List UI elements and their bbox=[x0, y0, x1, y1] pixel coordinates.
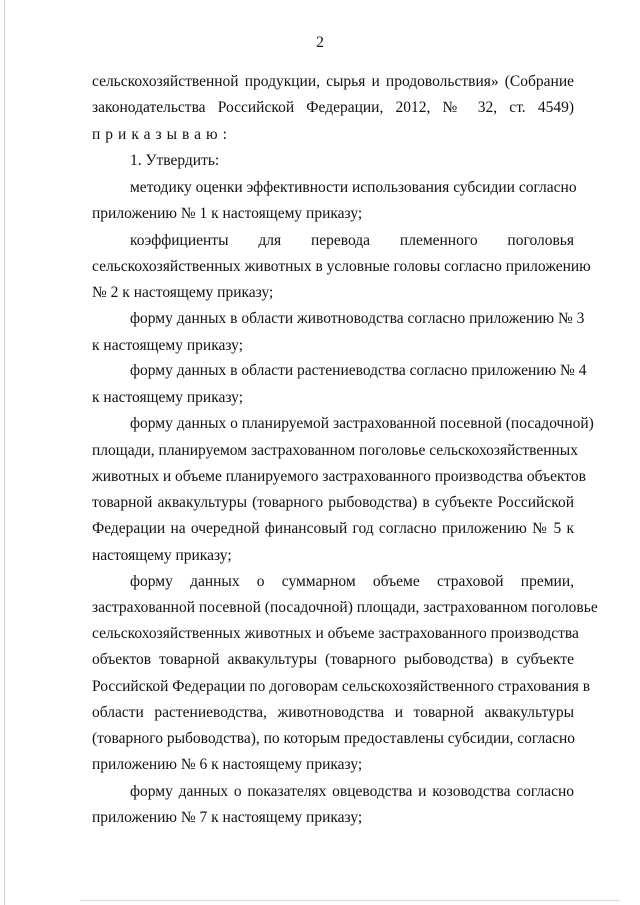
scan-left-edge bbox=[4, 0, 5, 905]
text-line: сельскохозяйственной продукции, сырья и продовольствия» (Собрание bbox=[92, 73, 574, 90]
text-line: животных и объеме планируемого застрахованного производства объектов bbox=[92, 468, 586, 485]
text-line: (товарного рыбоводства), по которым предоставлены субсидии, согласно bbox=[92, 730, 576, 747]
text-line: к настоящему приказу; bbox=[92, 389, 244, 406]
text-line: Федерации на очередной финансовый год согласно приложению № 5 к bbox=[92, 520, 574, 537]
text-line: площади, планируемом застрахованном поголовье сельскохозяйственных bbox=[92, 442, 578, 459]
text-line-prikazyvayu: приказываю: bbox=[92, 126, 232, 143]
text-line: форму данных о суммарном объеме страховой премии, bbox=[130, 573, 574, 590]
text-line: форму данных в области животноводства согласно приложению № 3 bbox=[130, 310, 585, 327]
page-number: 2 bbox=[316, 34, 324, 51]
text-line: форму данных о планируемой застрахованной посевной (посадочной) bbox=[130, 415, 594, 432]
text-line: объектов товарной аквакультуры (товарного рыбоводства) в субъекте bbox=[92, 651, 574, 668]
text-line: коэффициенты для перевода племенного поголовья bbox=[130, 232, 574, 249]
text-line: форму данных о показателях овцеводства и козоводства согласно bbox=[130, 783, 574, 800]
text-line: сельскохозяйственных животных и объеме застрахованного производства bbox=[92, 625, 579, 642]
text-line: приложению № 6 к настоящему приказу; bbox=[92, 756, 363, 773]
text-line: приложению № 1 к настоящему приказу; bbox=[92, 205, 363, 222]
text-line: настоящему приказу; bbox=[92, 547, 232, 564]
text-line: сельскохозяйственных животных в условные головы согласно приложению bbox=[92, 258, 591, 275]
text-line: к настоящему приказу; bbox=[92, 337, 244, 354]
text-line: товарной аквакультуры (товарного рыбоводства) в субъекте Российской bbox=[92, 494, 574, 511]
text-line: области растениеводства, животноводства и товарной аквакультуры bbox=[92, 704, 574, 721]
text-line: 1. Утвердить: bbox=[130, 152, 220, 169]
scan-bottom-edge bbox=[80, 900, 620, 901]
text-line: законодательства Российской Федерации, 2012, № 32, ст. 4549) bbox=[92, 99, 574, 116]
text-line: № 2 к настоящему приказу; bbox=[92, 284, 274, 301]
text-line: Российской Федерации по договорам сельскохозяйственного страхования в bbox=[92, 678, 591, 695]
text-line: методику оценки эффективности использования субсидии согласно bbox=[130, 179, 577, 196]
text-line: форму данных в области растениеводства согласно приложению № 4 bbox=[130, 362, 587, 379]
text-line: приложению № 7 к настоящему приказу; bbox=[92, 809, 363, 826]
text-line: застрахованной посевной (посадочной) площади, застрахованном поголовье bbox=[92, 599, 598, 616]
